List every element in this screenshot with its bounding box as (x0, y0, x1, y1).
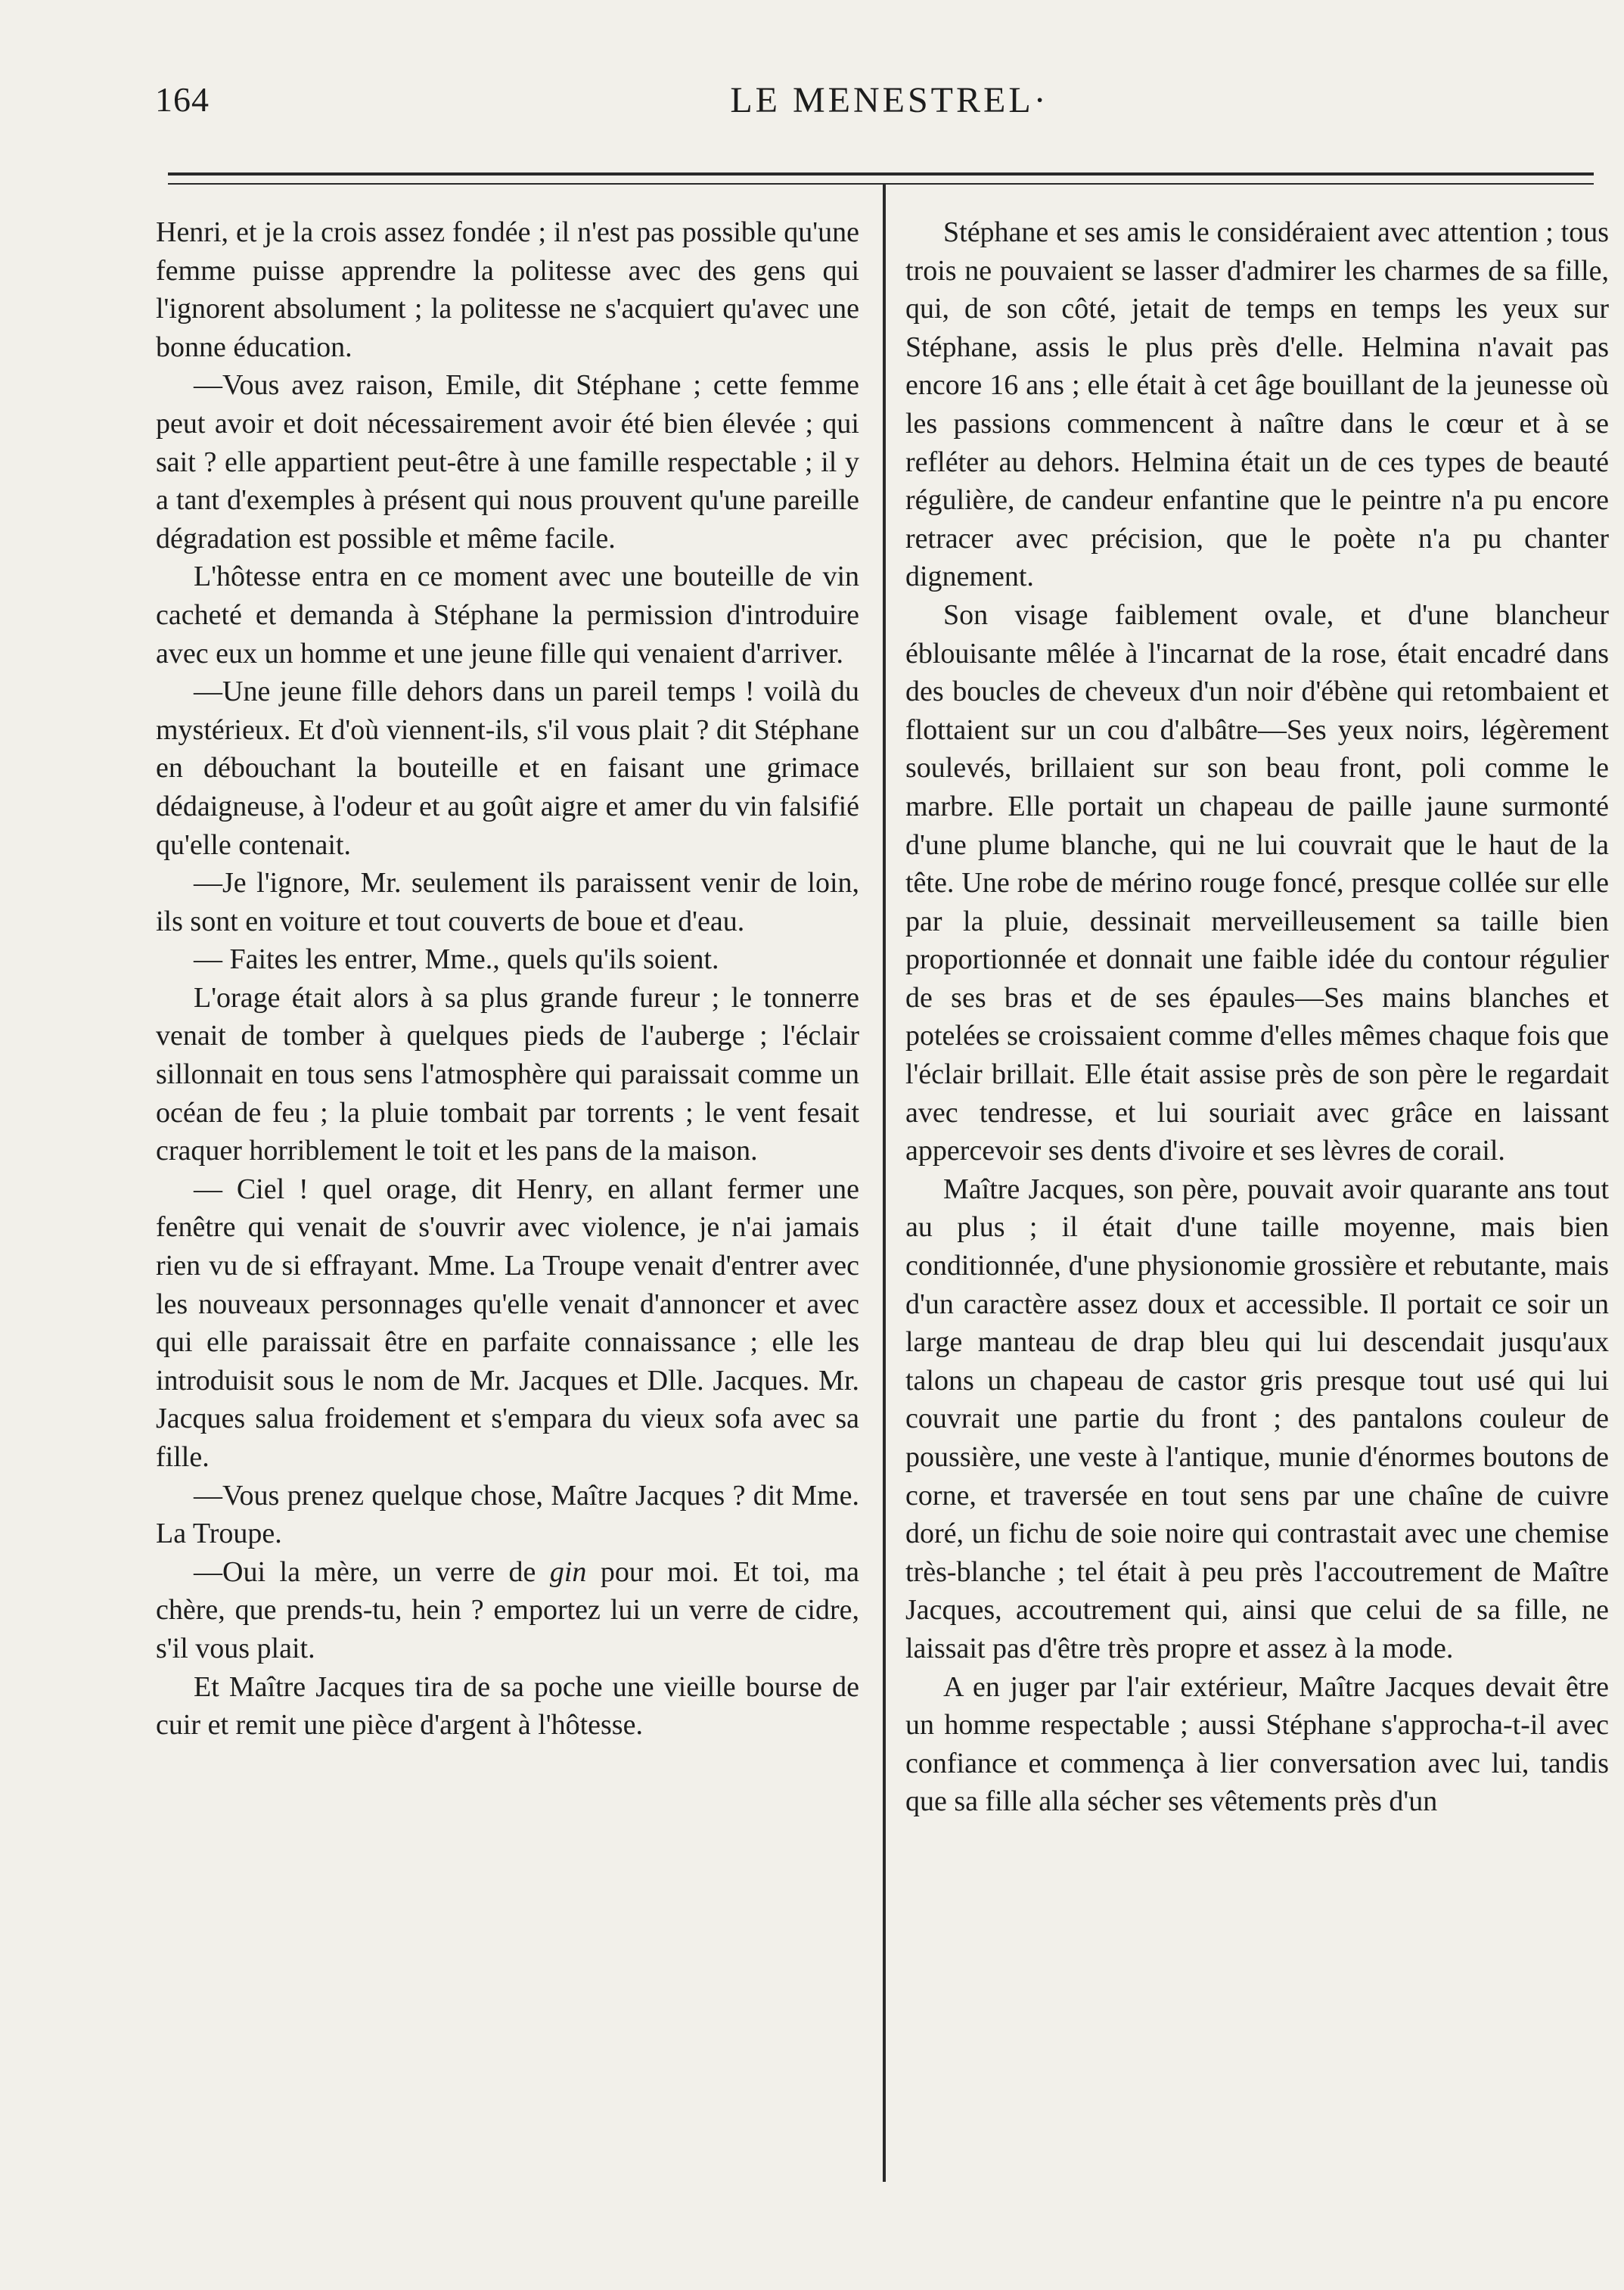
paragraph: Maître Jacques, son père, pouvait avoir quarante ans tout au plus ; il était d'une taille moyenne, mais bien conditionnée, d'une physionomie grossière et rebutante, mais d'un caractère assez doux et accessible. Il portait ce soir un large manteau de drap bleu qui lui descendait jusqu'aux talons un chapeau de castor gris presque tout usé qui lui couvrait une partie du front ; des pantalons couleur de poussière, une veste à l'antique, munie d'énormes boutons de corne, et traversée en tout sens par une chaîne de cuivre doré, un fichu de soie noire qui contrastait avec une chemise très-blanche ; tel était à peu près l'accoutrement de Maître Jacques, accoutrement qui, ainsi que celui de sa fille, ne laissait pas d'être très propre et assez à la mode. (905, 1173, 1609, 1664)
text-span: pour moi. Et toi, ma chère, que prends-tu, hein ? emportez lui un verre de cidre, s'il vous plait. (156, 1555, 860, 1664)
paragraph: —Je l'ignore, Mr. seulement ils paraissent venir de loin, ils sont en voiture et tout couverts de boue et d'eau. (156, 867, 859, 937)
paragraph: L'hôtesse entra en ce moment avec une bouteille de vin cacheté et demanda à Stéphane la permission d'introduire avec eux un homme et une jeune fille qui venaient d'arriver. (156, 561, 859, 670)
column-divider (883, 185, 886, 2182)
paragraph: Stéphane et ses amis le considéraient avec attention ; tous trois ne pouvaient se lasser d'admirer les charmes de sa fille, qui, de son côté, jetait de temps en temps les yeux sur Stéphane, assis le plus près d'elle. Helmina n'avait pas encore 16 ans ; elle était à cet âge bouillant de la jeunesse où les passions commencent à naître dans le cœur et à se refléter au dehors. Helmina était un de ces types de beauté régulière, de candeur enfantine que le peintre n'a pu encore retracer avec précision, que le poète n'a pu chanter dignement. (905, 216, 1609, 593)
paragraph: A en juger par l'air extérieur, Maître Jacques devait être un homme respectable ; aussi Stéphane s'approcha-t-il avec confiance et commença à lier conversation avec lui, tandis que sa fille alla sécher ses vêtements près d'un (905, 1670, 1609, 1818)
journal-title: LE MENESTREL· (730, 80, 1049, 120)
paragraph: —Vous prenez quelque chose, Maître Jacques ? dit Mme. La Troupe. (156, 1479, 859, 1550)
paragraph: Son visage faiblement ovale, et d'une blancheur éblouisante mêlée à l'incarnat de la rose, était encadré dans des boucles de cheveux d'un noir d'ébène qui retombaient et flottaient sur un cou d'albâtre—Ses yeux noirs, légèrement soulevés, brillaient sur son beau front, poli comme le marbre. Elle portait un chapeau de paille jaune surmonté d'une plume blanche, qui ne lui couvrait que le haut de la tête. Une robe de mérino rouge foncé, presque collée sur elle par la pluie, dessinait merveilleusement sa taille bien proportionnée et donnait une faible idée du contour régulier de ses bras et de ses épaules—Ses mains blanches et potelées se croissaient comme d'elles mêmes chaque fois que l'éclair brillait. Elle était assise près de son père le regardait avec tendresse, et lui souriait avec grâce en laissant appercevoir ses dents d'ivoire et ses lèvres de corail. (905, 598, 1609, 1167)
left-column (156, 213, 859, 1745)
paragraph (156, 1553, 859, 1668)
paragraph: Henri, et je la crois assez fondée ; il n'est pas possible qu'une femme puisse apprendre la politesse avec des gens qui l'ignorent absolument ; la politesse ne s'acquiert qu'avec une bonne éducation. (156, 216, 859, 363)
paragraph: —Vous avez raison, Emile, dit Stéphane ; cette femme peut avoir et doit nécessairement avoir été bien élevée ; qui sait ? elle appartient peut-être à une famille respectable ; il y a tant d'exemples à présent qui nous prouvent qu'une pareille dégradation est possible et même facile. (156, 369, 859, 555)
text-span: —Oui la mère, un verre de (194, 1555, 550, 1588)
page-number: 164 (155, 80, 210, 119)
header-rule (168, 172, 1594, 185)
page-header (155, 79, 1624, 132)
paragraph: — Ciel ! quel orage, dit Henry, en allant fermer une fenêtre qui venait de s'ouvrir avec violence, je n'ai jamais rien vu de si effrayant. Mme. La Troupe venait d'entrer avec les nouveaux personnages qu'elle venait d'annoncer et avec qui elle paraissait être en parfaite connaissance ; elle les introduisit sous le nom de Mr. Jacques et Dlle. Jacques. Mr. Jacques salua froidement et s'empara du vieux sofa avec sa fille. (156, 1173, 859, 1473)
right-column (905, 213, 1609, 1821)
paragraph: — Faites les entrer, Mme., quels qu'ils soient. (194, 943, 719, 976)
italic-word: gin (549, 1555, 587, 1588)
paragraph: —Une jeune fille dehors dans un pareil temps ! voilà du mystérieux. Et d'où viennent-ils, s'il vous plait ? dit Stéphane en débouchant la bouteille et en faisant une grimace dédaigneuse, à l'odeur et au goût aigre et amer du vin falsifié qu'elle contenait. (156, 676, 859, 861)
paragraph: L'orage était alors à sa plus grande fureur ; le tonnerre venait de tomber à quelques pieds de l'auberge ; l'éclair sillonnait en tous sens l'atmosphère qui paraissait comme un océan de feu ; la pluie tombait par torrents ; le vent fesait craquer horriblement le toit et les pans de la maison. (156, 981, 859, 1167)
paragraph: Et Maître Jacques tira de sa poche une vieille bourse de cuir et remit une pièce d'argent à l'hôtesse. (156, 1670, 859, 1742)
